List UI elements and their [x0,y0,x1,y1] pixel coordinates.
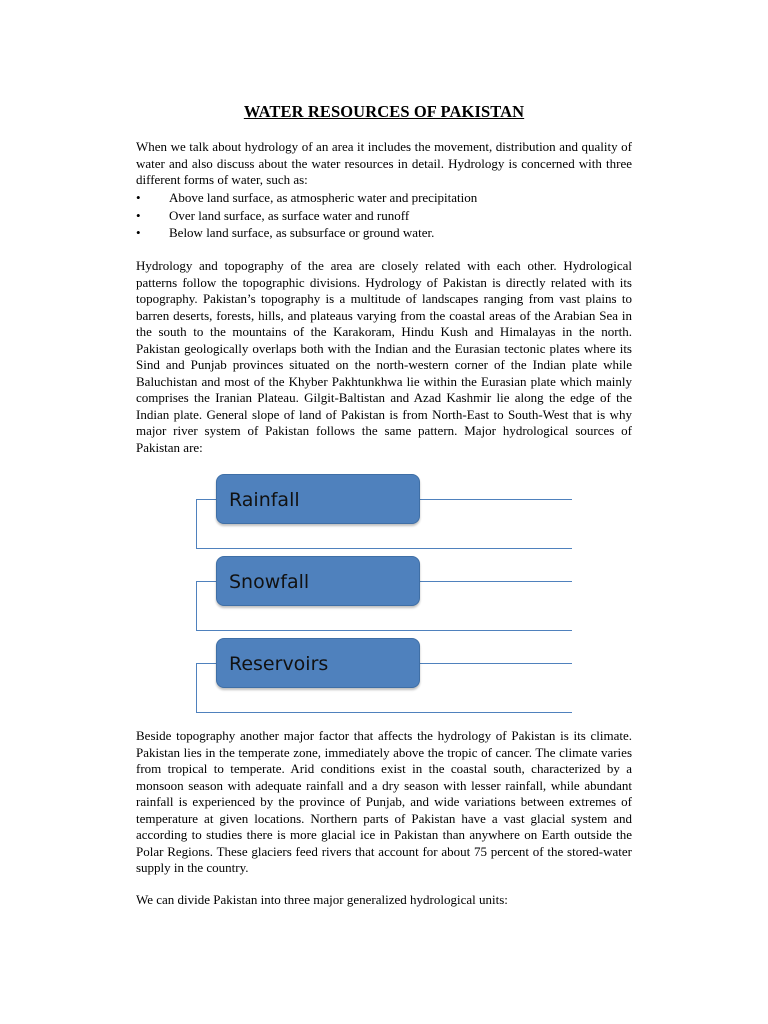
row-divider [196,548,572,549]
connector-line [420,581,572,582]
bullet-icon: • [136,207,141,223]
reservoirs-box: Reservoirs [216,638,420,688]
connector-line [196,499,197,548]
water-forms-list [136,189,636,242]
connector-line [420,499,572,500]
connector-line [196,663,197,713]
rainfall-box: Rainfall [216,474,420,524]
topography-paragraph: Hydrology and topography of the area are closely related with each other. Hydrological patterns follow the topographic divisions. Hydrology of Pakistan is directly related with its topography. Pakistan’s topography is a multitude of landscapes ranging from vast plains to barren deserts, forests, hills, and plateaus varying from the coastal areas of the Arabian Sea in the south to the mountains of the Karakoram, Hindu Kush and Himalayas in the north. Pakistan geologically overlaps both with the Indian and the Eurasian tectonic plates where its Sind and Punjab provinces situated on the north-western corner of the Indian plate while Baluchistan and most of the Khyber Pakhtunkhwa lie within the Eurasian plate which mainly comprises the Iranian Plateau. Gilgit-Baltistan and Azad Kashmir lie along the edge of the Indian plate. General slope of land of Pakistan is from North-East to South-West that is why major river system of Pakistan follows the same pattern. Major hydrological sources of Pakistan are: [136,258,632,455]
bullet-icon: • [136,225,141,240]
intro-paragraph: When we talk about hydrology of an area it includes the movement, distribution and quality of water and also discuss about the water resources in detail. Hydrology is concerned with three different forms of water, such as: [136,139,632,187]
list-item [136,224,636,242]
connector-line [420,663,572,664]
bullet-icon: • [136,190,141,205]
document-title: WATER RESOURCES OF PAKISTAN [243,102,525,121]
row-divider [196,630,572,631]
connector-line [196,581,197,630]
hydrological-sources-diagram [196,473,572,713]
list-item [136,207,636,225]
connector-line [196,581,216,582]
hydrological-units-paragraph: We can divide Pakistan into three major generalized hydrological units: [136,892,508,907]
list-item-text: Above land surface, as atmospheric water and precipitation [169,190,478,205]
connector-line [196,499,216,500]
list-item-text: Over land surface, as surface water and runoff [169,207,410,223]
climate-paragraph: Beside topography another major factor that affects the hydrology of Pakistan is its climate. Pakistan lies in the temperate zone, immediately above the tropic of cancer. The climate varies from tropical to temperate. Arid conditions exist in the coastal south, characterized by a monsoon season with adequate rainfall and a dry season with lesser rainfall, while abundant rainfall is experienced by the province of Punjab, and wide variations between extremes of temperature at given locations. Northern parts of Pakistan have a vast glacial system and according to studies there is more glacial ice in Pakistan than anywhere on Earth outside the Polar Regions. These glaciers feed rivers that account for about 75 percent of the stored-water supply in the country. [136,728,632,875]
snowfall-box: Snowfall [216,556,420,606]
connector-line [196,663,216,664]
row-divider [196,712,572,713]
list-item [136,189,636,207]
list-item-text: Below land surface, as subsurface or ground water. [169,225,435,240]
